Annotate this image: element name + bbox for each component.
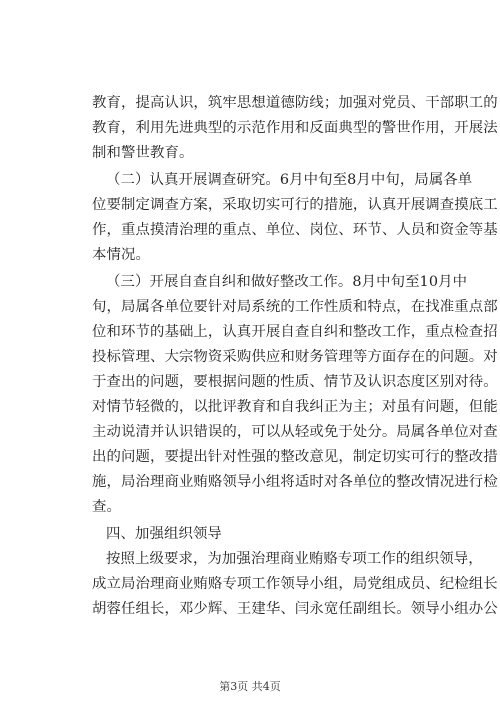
text-line-13: 对情节轻微的，以批评教育和自我纠正为主；对虽有问题，但能 bbox=[92, 399, 498, 415]
text-line-14: 主动说清并认识错误的，可以从轻或免于处分。局属各单位对查 bbox=[92, 424, 498, 440]
text-line-1: 教育，提高认识，筑牢思想道德防线；加强对党员、干部职工的 bbox=[92, 95, 498, 111]
text-line-19: 按照上级要求，为加强治理商业贿赂专项工作的组织领导， bbox=[106, 551, 483, 567]
text-line-4: （二）认真开展调查研究。6月中旬至8月中旬，局属各单 bbox=[106, 172, 473, 188]
text-line-17: 查。 bbox=[92, 499, 121, 515]
text-line-2: 教育，利用先进典型的示范作用和反面典型的警世作用，开展法 bbox=[92, 120, 498, 136]
text-line-3: 制和警世教育。 bbox=[92, 145, 194, 161]
text-line-20: 成立局治理商业贿赂专项工作领导小组，局党组成员、纪检组长 bbox=[92, 576, 498, 592]
text-line-21: 胡蓉任组长，邓少辉、王建华、闫永宽任副组长。领导小组办公 bbox=[92, 601, 498, 617]
text-line-16: 施，局治理商业贿赂领导小组将适时对各单位的整改情况进行检 bbox=[92, 474, 498, 490]
text-line-12: 于查出的问题，要根据问题的性质、情节及认识态度区别对待。 bbox=[92, 374, 498, 390]
text-line-11: 投标管理、大宗物资采购供应和财务管理等方面存在的问题。对 bbox=[92, 349, 498, 365]
text-line-7: 本情况。 bbox=[92, 247, 150, 263]
text-line-10: 位和环节的基础上，认真开展自查自纠和整改工作，重点检查招 bbox=[92, 324, 498, 340]
text-line-5: 位要制定调查方案，采取切实可行的措施，认真开展调查摸底工 bbox=[92, 197, 498, 213]
page-number-label: 第3页 共4页 bbox=[219, 680, 281, 693]
text-line-6: 作，重点摸清治理的重点、单位、岗位、环节、人员和资金等基 bbox=[92, 222, 498, 238]
page-footer bbox=[0, 680, 500, 694]
text-line-8: （三）开展自查自纠和做好整改工作。8月中旬至10月中 bbox=[106, 274, 468, 290]
text-line-15: 出的问题，要提出针对性强的整改意见，制定切实可行的整改措 bbox=[92, 449, 498, 465]
section-heading: 四、加强组织领导 bbox=[106, 526, 222, 542]
text-line-9: 旬，局属各单位要针对局系统的工作性质和特点，在找准重点部 bbox=[92, 299, 498, 315]
